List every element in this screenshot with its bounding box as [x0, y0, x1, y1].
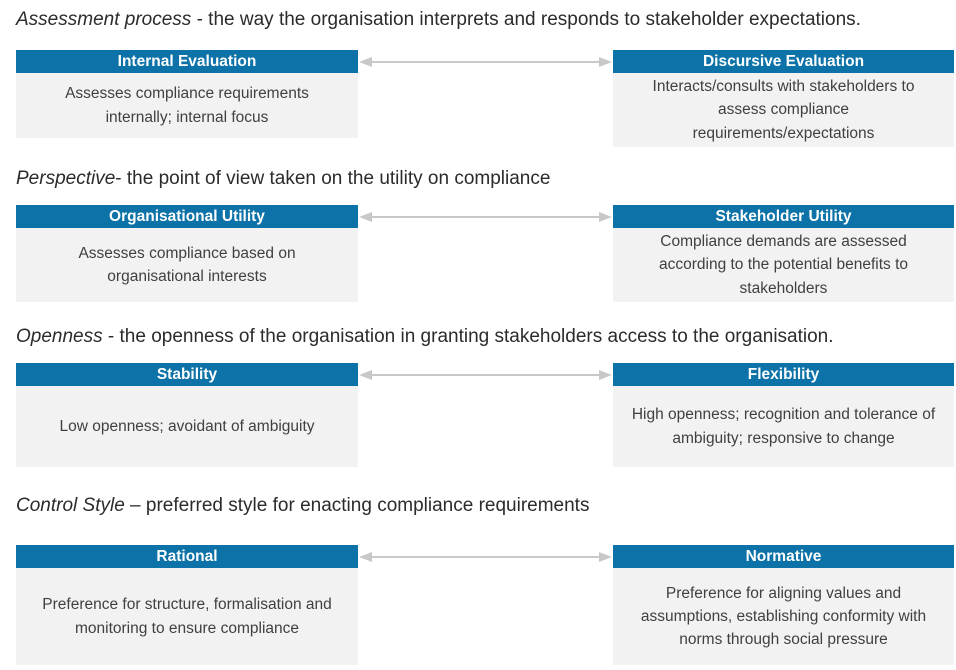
heading-control-style: [16, 495, 946, 517]
box-rational: [16, 545, 358, 665]
bidirectional-arrow-icon: [358, 549, 613, 565]
bidirectional-arrow-icon: [358, 54, 613, 70]
box-body-text: Compliance demands are assessed according to the potential benefits to stakeholders: [613, 228, 954, 302]
heading-term: Openness: [16, 326, 103, 347]
box-title: Normative: [613, 545, 954, 568]
arrow-track: [358, 545, 613, 665]
box-title: Flexibility: [613, 363, 954, 386]
dimension-row-perspective: [16, 205, 954, 302]
heading-description: - the point of view taken on the utility on compliance: [115, 168, 551, 189]
box-stakeholder-utility: [613, 205, 954, 302]
heading-term: Perspective: [16, 168, 116, 189]
arrow-track: [358, 363, 613, 467]
bidirectional-arrow-icon: [358, 367, 613, 383]
arrow-track: [358, 205, 613, 302]
dimension-row-control-style: [16, 545, 954, 665]
box-body-text: Assesses compliance based on organisational interests: [16, 228, 358, 302]
heading-perspective: [16, 168, 946, 190]
heading-description: – preferred style for enacting compliance requirements: [124, 495, 590, 516]
heading-term: Assessment process: [16, 9, 192, 30]
box-normative: [613, 545, 954, 665]
dimension-row-openness: [16, 363, 954, 467]
box-title: Stability: [16, 363, 358, 386]
box-title: Discursive Evaluation: [613, 50, 954, 73]
box-title: Rational: [16, 545, 358, 568]
box-body-text: Low openness; avoidant of ambiguity: [16, 386, 358, 467]
arrow-track: [358, 50, 613, 138]
heading-openness: [16, 326, 946, 348]
box-title: Internal Evaluation: [16, 50, 358, 73]
box-internal-evaluation: [16, 50, 358, 138]
box-stability: [16, 363, 358, 467]
box-organisational-utility: [16, 205, 358, 302]
box-discursive-evaluation: [613, 50, 954, 142]
box-body-text: Assesses compliance requirements internally; internal focus: [16, 73, 358, 138]
box-title: Organisational Utility: [16, 205, 358, 228]
box-title: Stakeholder Utility: [613, 205, 954, 228]
box-body-text: Interacts/consults with stakeholders to assess compliance requirements/expectations: [613, 73, 954, 147]
box-flexibility: [613, 363, 954, 467]
box-body-text: High openness; recognition and tolerance of ambiguity; responsive to change: [613, 386, 954, 467]
heading-description: - the openness of the organisation in granting stakeholders access to the organisation.: [102, 326, 834, 347]
box-body-text: Preference for aligning values and assumptions, establishing conformity with norms through social pressure: [613, 568, 954, 665]
heading-term: Control Style: [16, 495, 125, 516]
heading-description: - the way the organisation interprets and responds to stakeholder expectations.: [191, 9, 861, 30]
box-body-text: Preference for structure, formalisation and monitoring to ensure compliance: [16, 568, 358, 665]
bidirectional-arrow-icon: [358, 209, 613, 225]
heading-assessment-process: [16, 9, 946, 31]
dimension-row-assessment-process: [16, 50, 954, 142]
